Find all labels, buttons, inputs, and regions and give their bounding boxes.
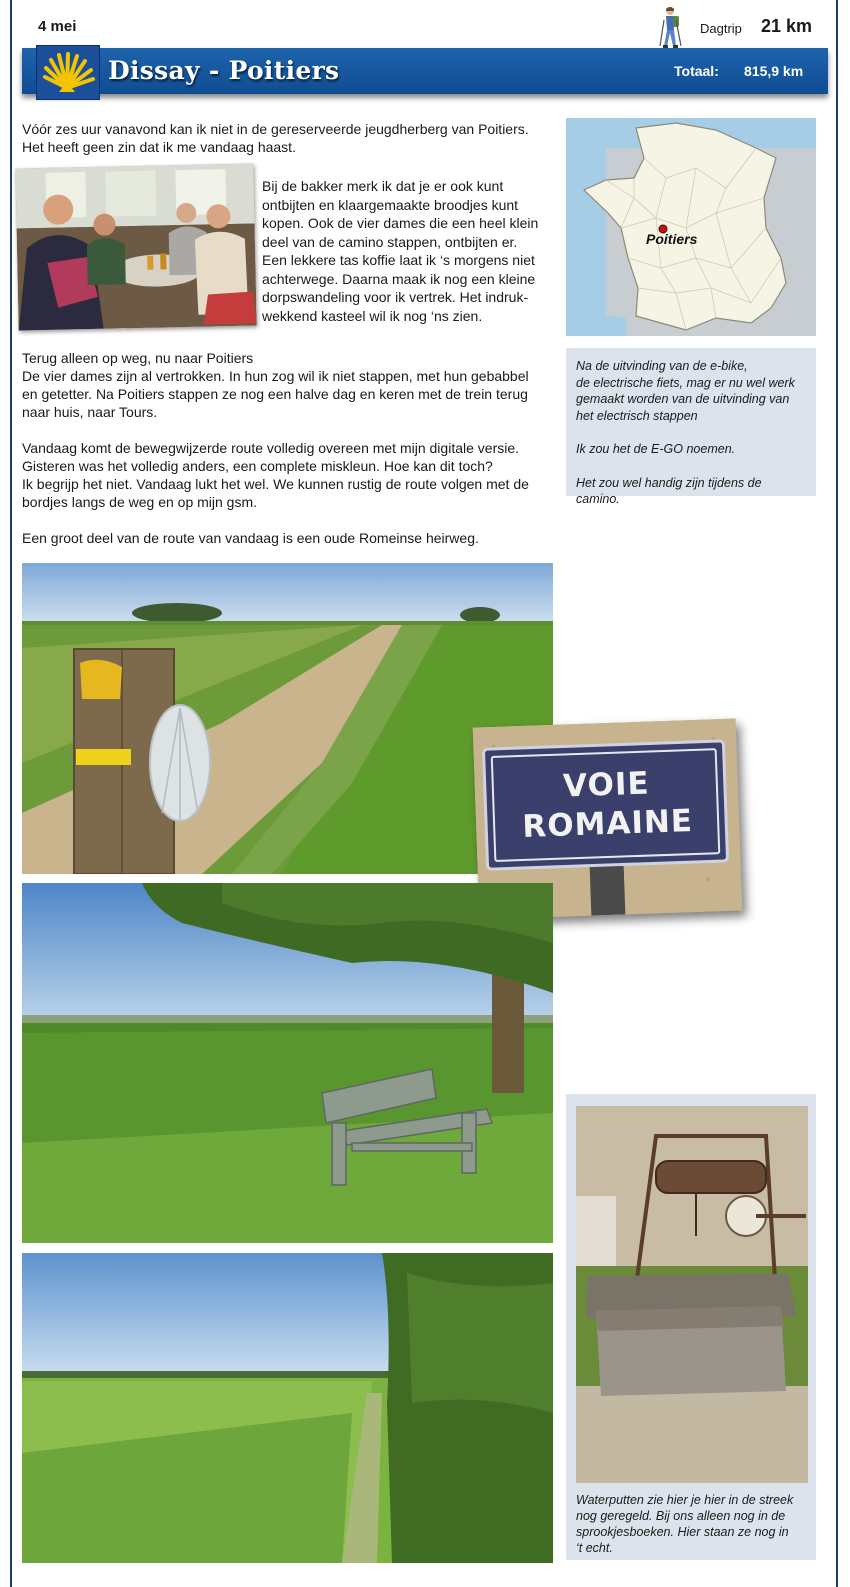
note-line: Het zou wel handig zijn tijdens de camino. [576, 475, 762, 506]
scallop-shell-icon [37, 46, 101, 101]
caption-line: nog geregeld. Bij ons alleen nog in de [576, 1509, 786, 1523]
section-heading: Terug alleen op weg, nu naar Poitiers [22, 350, 254, 366]
map-city-label: Poitiers [646, 231, 698, 247]
caption-line: sprookjesboeken. Hier staan ze nog in [576, 1525, 789, 1539]
water-well-box [566, 1094, 816, 1560]
grass-path-photo [22, 1253, 553, 1563]
note-line: Na de uitvinding van de e-bike, [576, 359, 748, 373]
e-go-note-box [566, 348, 816, 506]
water-well-photo [576, 1106, 808, 1483]
breakfast-photo [15, 164, 256, 331]
sign-line-1: VOIE [562, 765, 651, 805]
body-text [22, 349, 562, 547]
bakery-line: wekkend kasteel wil ik nog ‘ns zien. [262, 307, 483, 324]
body-line: naar huis, naar Tours. [22, 404, 158, 420]
trip-distance: 21 km [761, 16, 813, 36]
note-line: de electrische fiets, mag er nu wel werk [576, 375, 795, 390]
page-title: Dissay - Poitiers [108, 56, 340, 85]
bakery-line: Een lekkere tas koffie laat ik ‘s morgens niet [262, 252, 535, 268]
waymark-path-photo [22, 563, 553, 874]
body-line: Ik begrijp het niet. Vandaag lukt het wel. We kunnen rustig de route volgen met de [22, 476, 529, 492]
water-well-caption [576, 1492, 811, 1556]
bakery-line: dorpswandeling voor ik vertrek. Het indruk- [262, 289, 529, 305]
hiker-icon [655, 6, 685, 50]
body-line: en getetter. Na Poitiers stappen ze nog een halve dag en keren met de trein terug [22, 386, 528, 402]
caption-line: Waterputten zie hier je hier in de streek [576, 1493, 794, 1507]
bakery-line: deel van de camino stappen, ontbijten er. [262, 233, 518, 250]
bakery-line: Bij de bakker merk ik dat je er ook kunt [262, 178, 504, 194]
france-map [566, 118, 816, 336]
intro-line: Vóór zes uur vanavond kan ik niet in de gereserveerde jeugdherberg van Poitiers. [22, 121, 529, 137]
body-line: bordjes langs de weg en op mijn gsm. [22, 494, 258, 510]
total-label: Totaal: [674, 63, 719, 79]
intro-line: Het heeft geen zin dat ik me vandaag haast. [22, 139, 296, 155]
intro-paragraph [22, 120, 562, 156]
total-distance: 815,9 km [744, 63, 804, 79]
caption-line: ‘t echt. [576, 1541, 613, 1555]
title-banner [22, 48, 828, 94]
note-line: Ik zou het de E-GO noemen. [576, 442, 736, 456]
sign-line-2: ROMAINE [521, 803, 694, 845]
note-line: het electrisch stappen [576, 408, 698, 423]
trip-type-label: Dagtrip [700, 21, 742, 36]
note-line: gemaakt worden van de uitvinding van [576, 392, 790, 406]
body-line: De vier dames zijn al vertrokken. In hun zog wil ik niet stappen, met hun gebabbel [22, 368, 529, 384]
bakery-line: ontbijten en klaargemaakte broodjes kunt [262, 196, 519, 213]
body-line: Een groot deel van de route van vandaag is een oude Romeinse heirweg. [22, 530, 479, 546]
body-line: Vandaag komt de bewegwijzerde route volledig overeen met mijn digitale versie. [22, 440, 520, 456]
scallop-shell-logo [36, 45, 100, 100]
body-line: Gisteren was het volledig anders, een complete miskleun. Hoe kan dit toch? [22, 458, 493, 474]
trip-date: 4 mei [38, 18, 77, 35]
bakery-line: achterwege. Daarna maak ik nog een kleine [262, 270, 536, 287]
bench-field-photo [22, 883, 553, 1243]
bakery-paragraph [262, 177, 552, 325]
bakery-line: kopen. Ook de vier dames die een heel klein [262, 215, 539, 231]
